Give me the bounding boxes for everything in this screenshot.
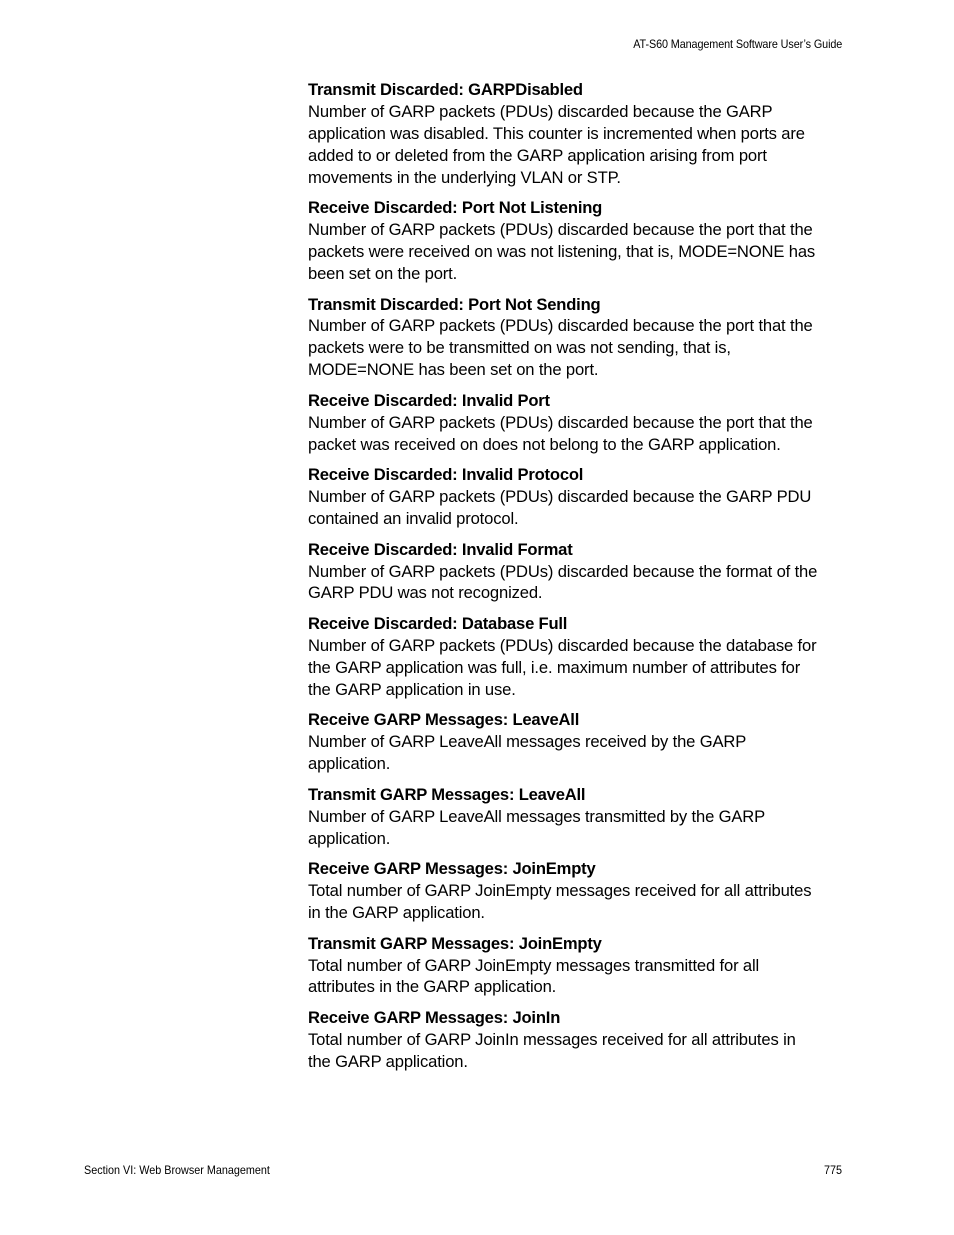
entry-term: Transmit Discarded: GARPDisabled [308,80,583,99]
entry-description: Number of GARP packets (PDUs) discarded because the database for the GARP application was full, i.e. maximum number of attributes for the GARP application in use. [308,635,817,699]
entry-description: Number of GARP LeaveAll messages transmitted by the GARP application. [308,806,765,848]
entry-description: Total number of GARP JoinEmpty messages transmitted for all attributes in the GARP application. [308,955,760,997]
entry-term: Receive Discarded: Invalid Protocol [308,465,584,485]
entry-description: Number of GARP packets (PDUs) discarded because the port that the packets were received on was not listening, that is, MODE=NONE has been set on the port. [308,220,816,283]
definition-list [308,79,820,1081]
entry-transmit-discarded-port-not-sending [308,294,820,382]
entry-term: Receive Discarded: Invalid Port [308,390,550,410]
entry-term: Receive Discarded: Database Full [308,614,568,634]
entry-receive-discarded-invalid-protocol [308,464,820,530]
entry-term: Receive GARP Messages: JoinEmpty [308,859,596,879]
entry-description: Number of GARP packets (PDUs) discarded because the GARP application was disabled. This counter is incremented when ports are added to or deleted from the GARP application arising from port movements in the underlying VLAN or STP. [308,101,805,187]
entry-term: Transmit Discarded: Port Not Sending [308,294,601,314]
entry-receive-discarded-invalid-format [308,539,820,605]
entry-receive-garp-joinempty [308,858,820,924]
entry-term: Receive GARP Messages: JoinIn [308,1008,561,1027]
entry-description: Number of GARP packets (PDUs) discarded because the port that the packet was received on does not belong to the GARP application. [308,412,813,454]
entry-transmit-garp-leaveall [308,784,820,850]
entry-receive-discarded-invalid-port [308,390,820,456]
entry-term: Transmit GARP Messages: LeaveAll [308,784,586,804]
entry-description: Number of GARP packets (PDUs) discarded because the port that the packets were to be transmitted on was not sending, that is, MODE=NONE has been set on the port. [308,316,813,380]
entry-description: Number of GARP LeaveAll messages received by the GARP application. [308,732,746,774]
entry-description: Number of GARP packets (PDUs) discarded because the GARP PDU contained an invalid protocol. [308,487,812,529]
entry-description: Number of GARP packets (PDUs) discarded because the format of the GARP PDU was not recognized. [308,561,818,603]
entry-transmit-discarded-garpdisabled [308,79,820,189]
footer-page-number: 775 [823,1163,842,1177]
entry-description: Total number of GARP JoinIn messages received for all attributes in the GARP application. [308,1029,796,1071]
entry-description: Total number of GARP JoinEmpty messages received for all attributes in the GARP application. [308,881,812,922]
entry-term: Receive GARP Messages: LeaveAll [308,710,580,730]
entry-term: Receive Discarded: Port Not Listening [308,198,603,218]
entry-receive-garp-leaveall [308,709,820,775]
entry-receive-garp-joinin [308,1007,820,1073]
entry-term: Receive Discarded: Invalid Format [308,539,573,559]
entry-transmit-garp-joinempty [308,933,820,999]
footer-section-title: Section VI: Web Browser Management [84,1163,270,1177]
entry-receive-discarded-port-not-listening [308,197,820,285]
entry-term: Transmit GARP Messages: JoinEmpty [308,933,602,953]
entry-receive-discarded-database-full [308,613,820,701]
running-header: AT-S60 Management Software User’s Guide [633,37,842,51]
